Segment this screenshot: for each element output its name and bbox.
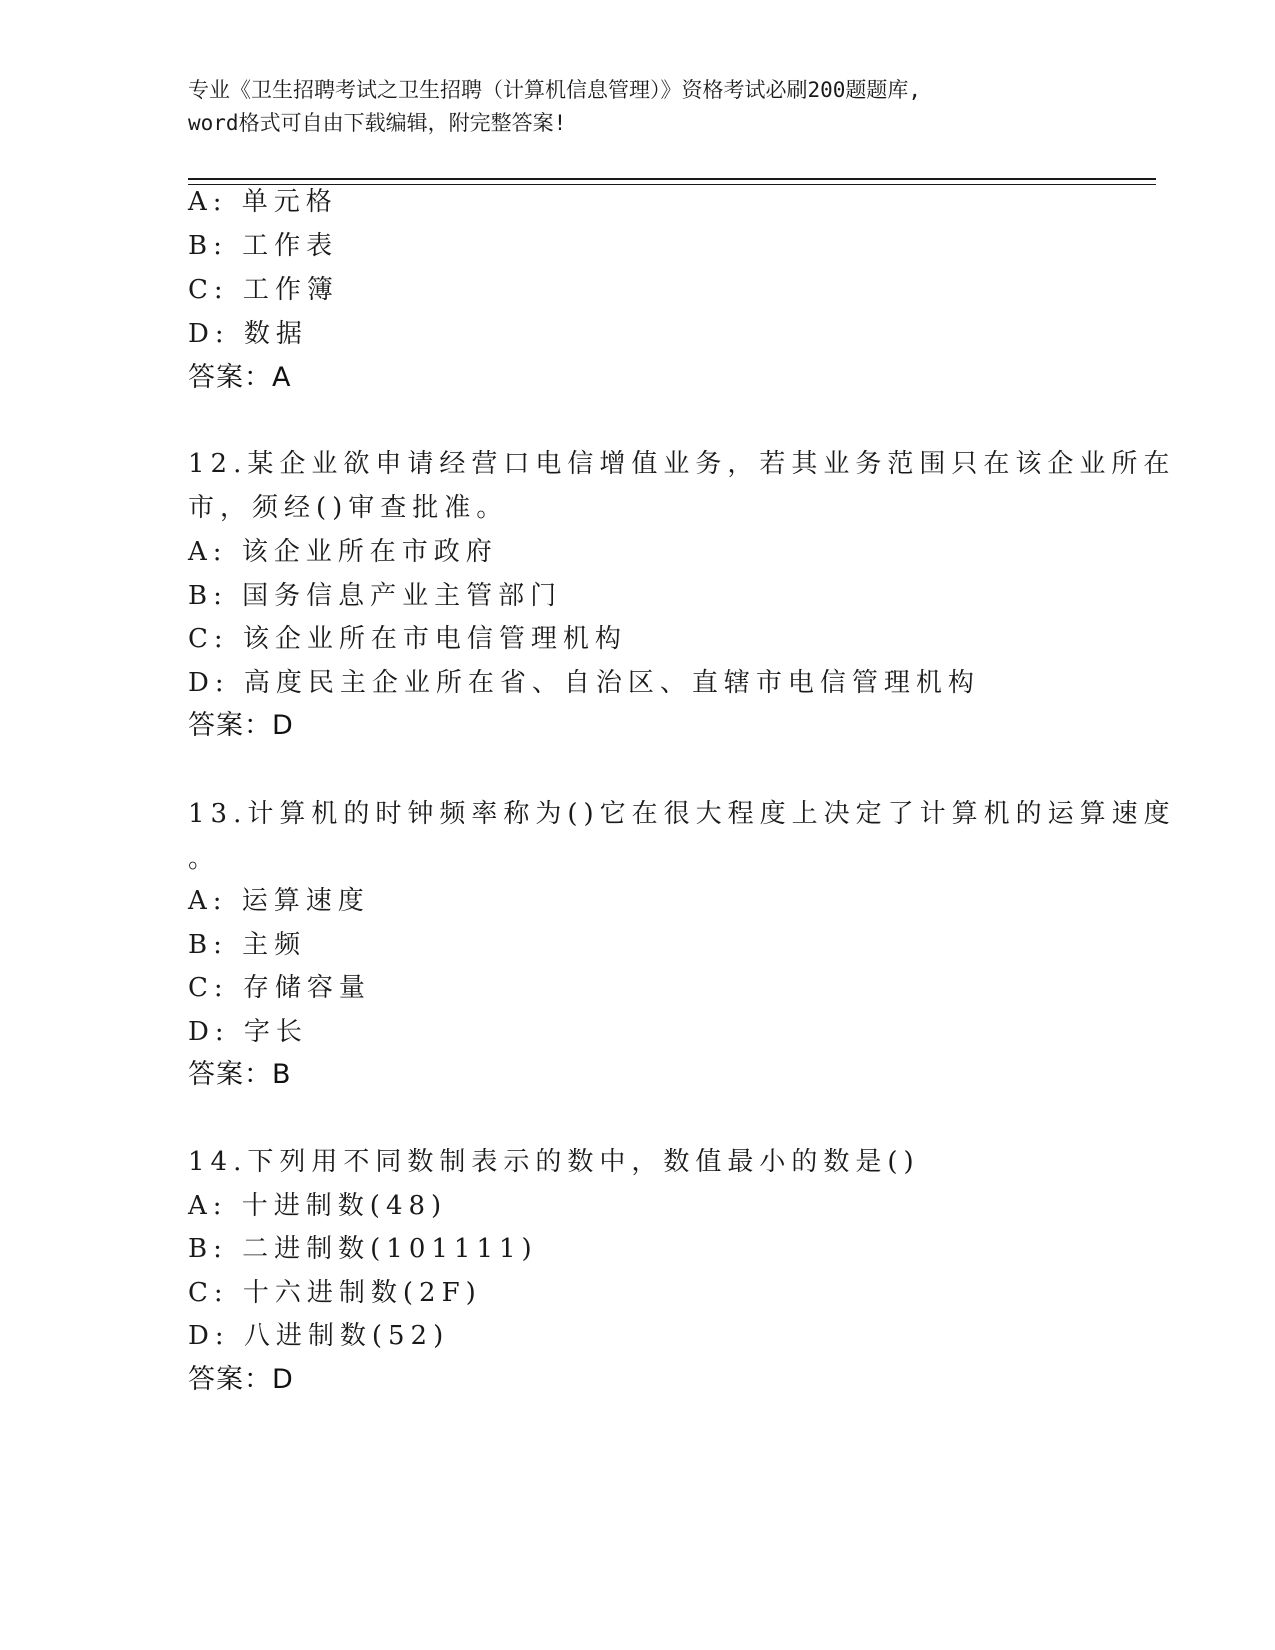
q12-option-d: D: 高度民主企业所在省、自治区、直辖市电信管理机构 <box>188 668 980 698</box>
q14-answer: 答案：D <box>188 1364 294 1395</box>
q12-stem-line-2: 市，须经()审查批准。 <box>188 493 509 523</box>
q11-answer: 答案：A <box>188 362 292 393</box>
q11-option-c: C: 工作簿 <box>188 275 339 305</box>
q12-option-a: A: 该企业所在市政府 <box>188 537 498 567</box>
q12-answer: 答案：D <box>188 710 294 741</box>
q11-option-a: A: 单元格 <box>188 187 338 217</box>
q11-option-d: D: 数据 <box>188 319 308 349</box>
q11-option-b: B: 工作表 <box>188 231 339 261</box>
q13-option-a: A: 运算速度 <box>188 886 370 916</box>
q13-option-b: B: 主频 <box>188 930 307 960</box>
q13-answer: 答案：B <box>188 1059 292 1090</box>
q13-option-d: D: 字长 <box>188 1017 308 1047</box>
q13-stem-line-1: 13.计算机的时钟频率称为()它在很大程度上决定了计算机的运算速度 <box>188 799 1176 829</box>
q12-option-c: C: 该企业所在市电信管理机构 <box>188 624 627 654</box>
header-divider-thick <box>188 178 1156 180</box>
q14-option-b: B: 二进制数(101111) <box>188 1234 538 1264</box>
header-title-line-2: word格式可自由下载编辑，附完整答案! <box>188 111 567 135</box>
q12-option-b: B: 国务信息产业主管部门 <box>188 581 563 611</box>
q14-option-c: C: 十六进制数(2F) <box>188 1278 482 1308</box>
document-header <box>188 74 1088 140</box>
header-title-line-1: 专业《卫生招聘考试之卫生招聘（计算机信息管理）》资格考试必刷200题题库, <box>188 78 922 102</box>
q13-stem-line-2: 。 <box>188 844 221 874</box>
q14-option-a: A: 十进制数(48) <box>188 1191 448 1221</box>
q12-stem-line-1: 12.某企业欲申请经营口电信增值业务，若其业务范围只在该企业所在 <box>188 449 1176 479</box>
q14-stem-line-1: 14.下列用不同数制表示的数中，数值最小的数是() <box>188 1147 920 1177</box>
q13-option-c: C: 存储容量 <box>188 973 371 1003</box>
q14-option-d: D: 八进制数(52) <box>188 1321 450 1351</box>
